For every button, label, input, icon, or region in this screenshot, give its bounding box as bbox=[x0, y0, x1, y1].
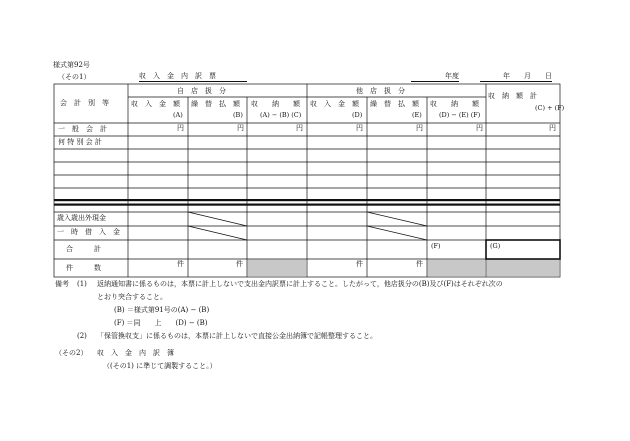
form-date: 年 月 日 bbox=[480, 73, 552, 82]
sub-f: (D) − (E) (F) bbox=[439, 111, 481, 119]
column-receipt-c: 収 納 額 bbox=[251, 100, 300, 108]
yen-f: 円 bbox=[476, 124, 483, 132]
note1-line2: とおり突合すること。 bbox=[97, 293, 167, 301]
row-special-account: 何 特 別 会 計 bbox=[58, 138, 102, 146]
sub-e: (E) bbox=[412, 111, 422, 119]
sub-d: (D) bbox=[352, 111, 363, 119]
yen-e: 円 bbox=[416, 124, 423, 132]
row-count: 件 数 bbox=[66, 264, 101, 272]
note1-equation1: (B) ＝様式第91号の(A) − (B) bbox=[114, 306, 210, 314]
note2-number: (2) bbox=[77, 332, 87, 340]
group-own-branch: 自 店 扱 分 bbox=[177, 87, 226, 95]
ken-b: 件 bbox=[236, 260, 243, 268]
part-label: （その1） bbox=[58, 73, 91, 81]
form-number: 様式第92号 bbox=[53, 61, 90, 69]
row-general-account: 一 般 会 計 bbox=[58, 125, 107, 133]
column-receipt-f: 収 納 額 bbox=[430, 100, 479, 108]
column-total-receipts: 収 納 額 計 bbox=[488, 92, 537, 100]
sub-a: (A) bbox=[173, 111, 183, 119]
yen-g: 円 bbox=[549, 124, 556, 132]
ken-a: 件 bbox=[177, 260, 184, 268]
column-account: 会 計 別 等 bbox=[60, 99, 109, 107]
column-transfer-b: 繰 替 払 額 bbox=[191, 100, 240, 108]
row-borrowing: 一 時 借 入 金 bbox=[57, 228, 120, 236]
note1-number: (1) bbox=[77, 280, 87, 288]
total-f: (F) bbox=[431, 242, 441, 250]
yen-c: 円 bbox=[296, 124, 303, 132]
column-receipt-amount-d: 収 入 金 額 bbox=[310, 100, 359, 108]
sub-b: (B) bbox=[233, 111, 243, 119]
column-receipt-amount-a: 収 入 金 額 bbox=[131, 100, 180, 108]
sub-c: (A) − (B) (C) bbox=[260, 111, 302, 119]
row-total: 合 計 bbox=[66, 245, 101, 253]
yen-d: 円 bbox=[356, 124, 363, 132]
yen-b: 円 bbox=[237, 124, 244, 132]
column-transfer-e: 繰 替 払 額 bbox=[370, 100, 419, 108]
total-g: (G) bbox=[490, 242, 501, 250]
group-other-branch: 他 店 扱 分 bbox=[356, 87, 405, 95]
note1-line1: 返納通知書に係るものは，本票に計上しないで支出金内訳票に計上すること。したがって，他店扱分の(B)及び(F)はそれぞれ次の bbox=[97, 280, 503, 288]
part2-text: （(その1) に準じて調製すること。） bbox=[103, 362, 217, 370]
ken-e: 件 bbox=[416, 260, 423, 268]
note1-equation2: (F) ＝同 上 (D) − (B) bbox=[114, 319, 208, 327]
fiscal-year: 年度 bbox=[411, 73, 459, 82]
form-title: 収 入 金 内 訳 票 bbox=[139, 73, 247, 82]
row-cash: 歳入歳出外現金 bbox=[57, 214, 106, 222]
notes-label: 備考 bbox=[55, 280, 69, 288]
yen-a: 円 bbox=[177, 124, 184, 132]
ken-d: 件 bbox=[356, 260, 363, 268]
note2-text: 「保管換収支」に係るものは，本票に計上しないで直接公金出納簿で記帳整理すること。 bbox=[97, 332, 377, 340]
part2-title: 収 入 金 内 訳 簿 bbox=[97, 349, 174, 357]
sub-total-formula: (C) + (F) bbox=[535, 104, 565, 112]
part2-label: （その2） bbox=[55, 349, 88, 357]
